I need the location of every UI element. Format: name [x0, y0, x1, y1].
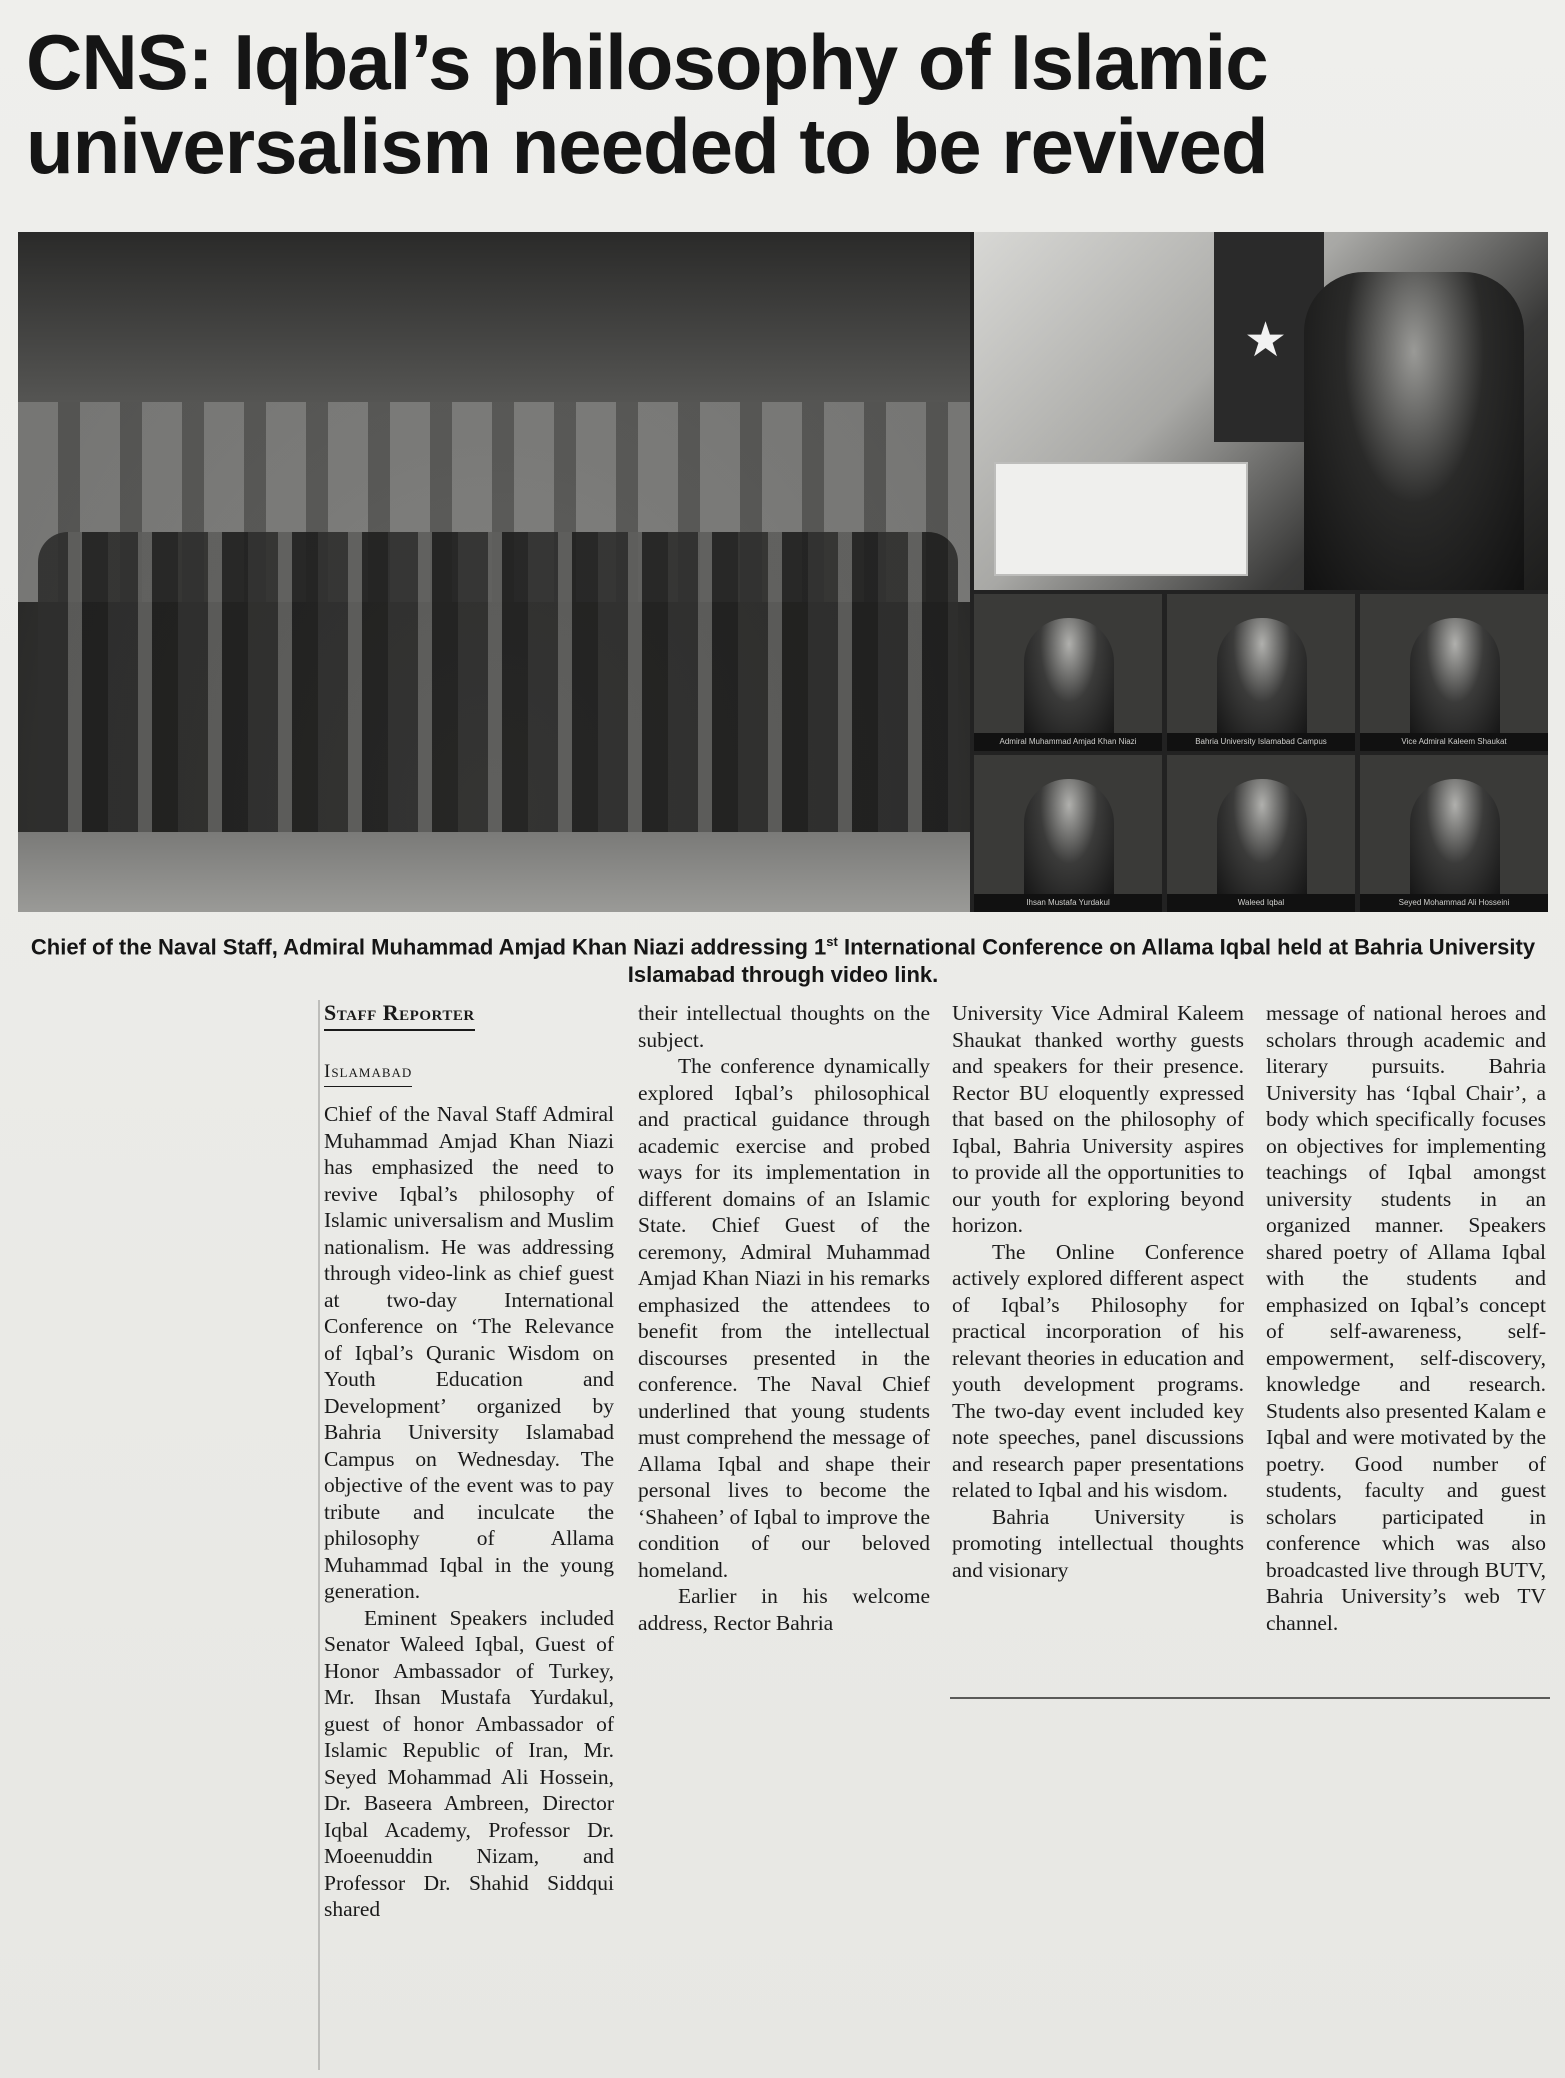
paragraph: The conference dynamically explored Iqbal’s philosophical and practical guidance through academic exercise and probed ways for its implementation in different domains of an Islamic State. Chief Guest of the ceremony, Admiral Muhammad Amjad Khan Niazi in his remarks emphasized the attendees to benefit from the intellectual discourses presented in the conference. The Naval Chief underlined that young students must comprehend the message of Allama Iqbal and shape their personal lives to become the ‘Shaheen’ of Iqbal to improve the condition of our beloved homeland. — [638, 1054, 930, 1582]
officer-figure — [1304, 272, 1524, 590]
tile-caption: Admiral Muhammad Amjad Khan Niazi — [974, 733, 1162, 751]
seated-audience — [38, 532, 958, 862]
tile-caption: Ihsan Mustafa Yurdakul — [974, 894, 1162, 912]
caption-superscript: st — [826, 934, 838, 949]
article-end-rule — [950, 1697, 1550, 1699]
video-tile — [974, 594, 1162, 751]
participant-figure — [1217, 618, 1307, 736]
participant-figure — [1410, 779, 1500, 897]
star-icon: ★ — [1244, 312, 1288, 368]
headline — [26, 20, 1546, 188]
participant-figure — [1410, 618, 1500, 736]
paragraph: message of national heroes and scholars through academic and literary pursuits. Bahria University has ‘Iqbal Chair’, a body which specifically focuses on objectives for implementing teachings of Iqbal amongst university students in an organized manner. Speakers shared poetry of Allama Iqbal with the students and emphasized on Iqbal’s concept of self-awareness, self-empowerment, self-discovery, knowledge and research. Students also presented Kalam e Iqbal and were motivated by the poetry. Good number of students, faculty and guest scholars participated in conference which was also broadcasted live through BUTV, Bahria University’s web TV channel. — [1266, 1001, 1546, 1635]
paragraph: their intellectual thoughts on the subject. — [638, 1001, 930, 1052]
headline-line-2: universalism needed to be revived — [26, 102, 1268, 190]
auditorium-floor — [18, 832, 970, 912]
video-tile — [974, 755, 1162, 912]
conference-photo — [18, 232, 1548, 912]
paragraph: Chief of the Naval Staff Admiral Muhammad Amjad Khan Niazi has emphasized the need to revive Iqbal’s philosophy of Islamic universalism and Muslim nationalism. He was addressing through video-link as chief guest at two-day International Conference on ‘The Relevance of Iqbal’s Quranic Wisdom on Youth Education and Development’ organized by Bahria University Islamabad Campus on Wednesday. The objective of the event was to pay tribute and inculcate the philosophy of Allama Muhammad Iqbal in the young generation. — [324, 1102, 614, 1603]
article-column-4 — [1266, 1000, 1546, 1636]
tile-caption: Seyed Mohammad Ali Hosseini — [1360, 894, 1548, 912]
video-tile — [1167, 755, 1355, 912]
naval-chief-photo — [974, 232, 1548, 590]
photo-caption — [18, 928, 1548, 989]
auditorium-ceiling — [18, 232, 970, 402]
auditorium-photo — [18, 232, 970, 912]
participant-figure — [1024, 779, 1114, 897]
participant-figure — [1024, 618, 1114, 736]
headline-line-1: CNS: Iqbal’s philosophy of Islamic — [26, 18, 1268, 106]
byline: Staff Reporter — [324, 1000, 475, 1031]
paragraph: Bahria University is promoting intellectual thoughts and visionary — [952, 1504, 1244, 1582]
laptop — [994, 462, 1248, 576]
column-rule — [318, 1000, 320, 2070]
dateline: Islamabad — [324, 1059, 412, 1088]
paragraph: Eminent Speakers included Senator Waleed Iqbal, Guest of Honor Ambassador of Turkey, Mr. Ihsan Mustafa Yurdakul, guest of honor Ambassador of Islamic Republic of Iran, Mr. Seyed Mohammad Ali Hossein, Dr. Baseera Ambreen, Director Iqbal Academy, Professor Dr. Moeenuddin Nizam, and Professor Dr. Shahid Siddqui shared — [324, 1605, 614, 1921]
tile-caption: Waleed Iqbal — [1167, 894, 1355, 912]
caption-text-2: International Conference on Allama Iqbal held at Bahria University Islamabad through video link. — [627, 934, 1536, 988]
paragraph: University Vice Admiral Kaleem Shaukat thanked worthy guests and speakers for their presence. Rector BU eloquently expressed that based on the philosophy of Iqbal, Bahria University aspires to provide all the opportunities to our youth for exploring beyond horizon. — [952, 1001, 1244, 1237]
article-column-1 — [324, 1000, 614, 1923]
video-tile — [1360, 755, 1548, 912]
video-tile — [1167, 594, 1355, 751]
caption-text-1: Chief of the Naval Staff, Admiral Muhammad Amjad Khan Niazi addressing 1 — [30, 934, 827, 960]
paragraph: Earlier in his welcome address, Rector Bahria — [638, 1584, 930, 1635]
tile-caption: Bahria University Islamabad Campus — [1167, 733, 1355, 751]
video-call-grid — [974, 594, 1548, 912]
tile-caption: Vice Admiral Kaleem Shaukat — [1360, 733, 1548, 751]
article-column-2 — [638, 1000, 930, 1636]
paragraph: The Online Conference actively explored different aspect of Iqbal’s Philosophy for practical incorporation of his relevant theories in education and youth development programs. The two-day event included key note speeches, panel discussions and research paper presentations related to Iqbal and his wisdom. — [952, 1239, 1244, 1502]
article-column-3 — [952, 1000, 1244, 1583]
video-tile — [1360, 594, 1548, 751]
participant-figure — [1217, 779, 1307, 897]
